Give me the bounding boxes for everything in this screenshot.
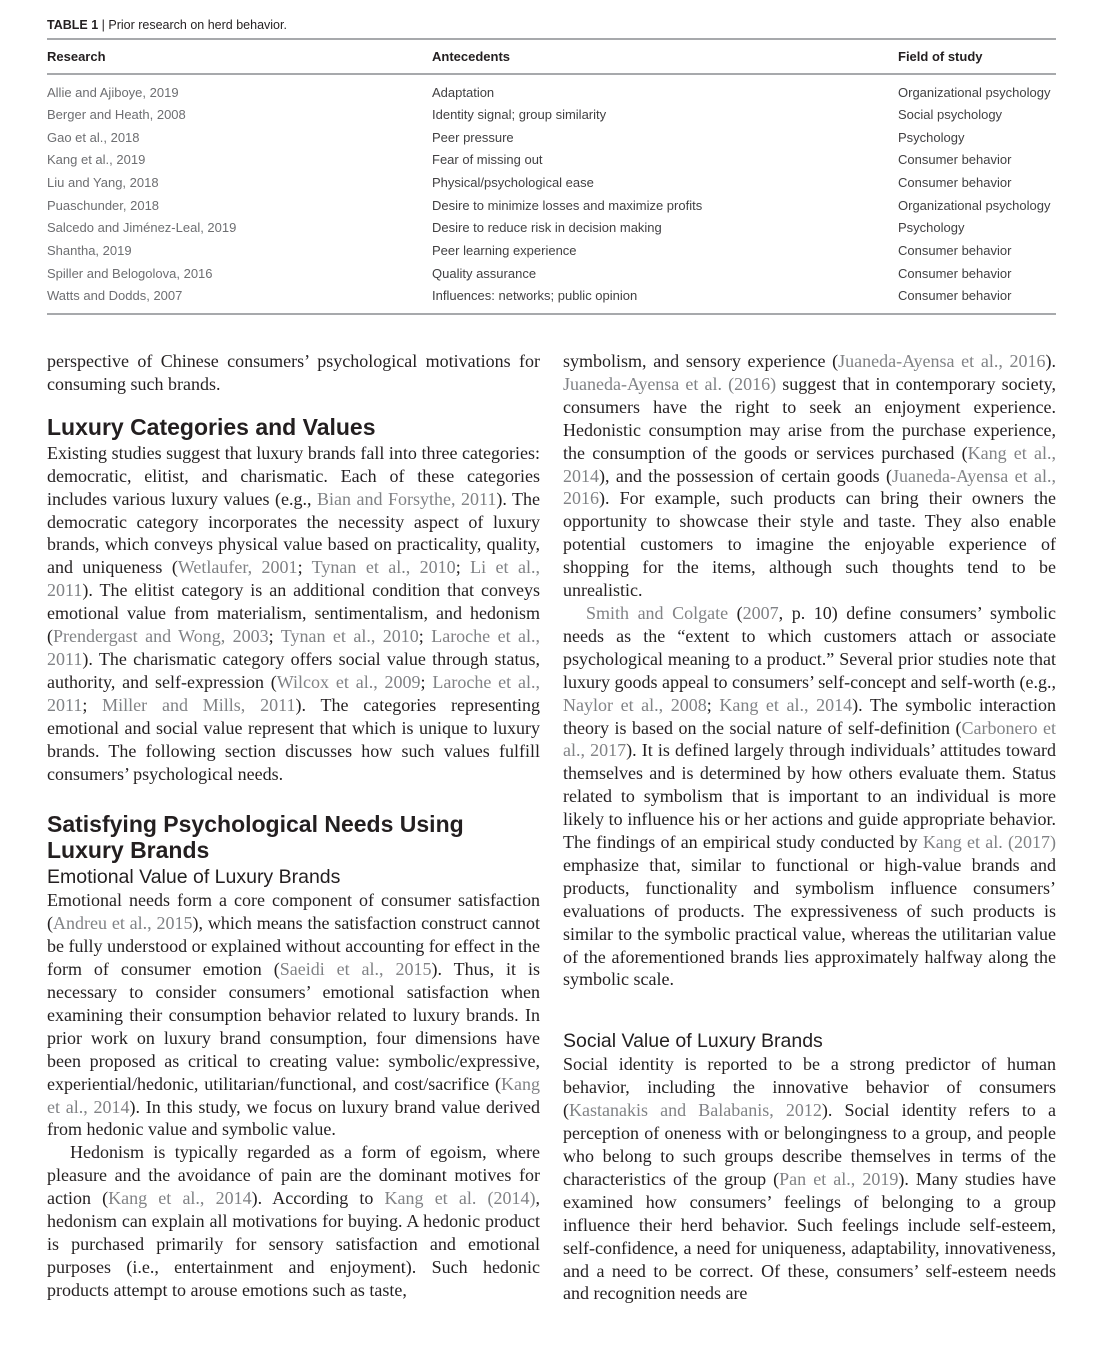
citation-link[interactable]: Tynan et al., 2010 bbox=[280, 626, 419, 647]
citation-link[interactable]: Bian and Forsythe, 2011 bbox=[316, 488, 497, 509]
citation-link[interactable]: Juaneda-Ayensa et al., 2016 bbox=[838, 351, 1046, 371]
cell-antecedents: Fear of missing out bbox=[432, 152, 543, 168]
paragraph-emotional-needs bbox=[47, 889, 540, 1141]
cell-research: Berger and Heath, 2008 bbox=[47, 106, 186, 122]
cell-antecedents: Adaptation bbox=[432, 84, 495, 100]
body-text: ; bbox=[706, 694, 720, 715]
body-text: ). Social identity refers to a perception of oneness with or belongingness to a group, and people who belong to such groups describe themselves in terms of the characteristics of the group ( bbox=[563, 1100, 1057, 1189]
cell-research: Gao et al., 2018 bbox=[47, 129, 140, 145]
paragraph-intro-end: perspective of Chinese consumers’ psychological motivations for consuming such brands. bbox=[47, 351, 540, 394]
cell-antecedents: Desire to reduce risk in decision making bbox=[432, 220, 662, 236]
header-research: Research bbox=[47, 49, 106, 64]
citation-link[interactable]: Saeidi et al., 2015 bbox=[279, 959, 432, 980]
table-row bbox=[47, 74, 1056, 103]
body-text: ( bbox=[728, 602, 743, 623]
cell-research: Salcedo and Jiménez-Leal, 2019 bbox=[47, 220, 237, 236]
citation-link[interactable]: Kang et al., 2014 bbox=[47, 1073, 540, 1117]
citation-link[interactable]: Juaneda-Ayensa et al. (2016) bbox=[563, 373, 777, 394]
citation-link[interactable]: Kang et al. (2017) bbox=[922, 832, 1056, 853]
body-text: , p. 10) define consumers’ symbolic needs as the “extent to which customers attach or associate psychological meaning to a product.” Several prior studies note that luxury goods appeal to consumers’ self-concept and self-worth (e.g., bbox=[563, 602, 1057, 692]
table-row bbox=[47, 239, 1056, 262]
citation-link[interactable]: Kang et al. (2014) bbox=[384, 1188, 536, 1209]
cell-research: Allie and Ajiboye, 2019 bbox=[47, 84, 179, 100]
table-row bbox=[47, 103, 1056, 126]
paragraph-social-identity bbox=[563, 1053, 1056, 1305]
citation-link[interactable]: Wilcox et al., 2009 bbox=[276, 671, 421, 692]
table-row bbox=[47, 194, 1056, 217]
section-heading-luxury-categories: Luxury Categories and Values bbox=[47, 413, 376, 440]
body-text: ). Thus, it is necessary to consider consumers’ emotional satisfaction when examining their consumption behavior related to luxury brands. In prior work on luxury brand consumption, four dimensions have been proposed as critical to creating value: symbolic/expressive, experiential/hedonic, utilitarian/functional, and cost/sacrifice ( bbox=[47, 959, 540, 1094]
citation-link[interactable]: Laroche et al., 2011 bbox=[47, 671, 540, 715]
body-text: ; bbox=[420, 671, 433, 692]
citation-link[interactable]: Kang et al., 2014 bbox=[563, 442, 1057, 486]
cell-research: Shantha, 2019 bbox=[47, 242, 132, 258]
cell-field-of-study: Consumer behavior bbox=[898, 242, 1012, 258]
citation-link[interactable]: Juaneda-Ayensa et al., 2016 bbox=[563, 465, 1056, 509]
cell-research: Spiller and Belogolova, 2016 bbox=[47, 265, 213, 281]
cell-field-of-study: Consumer behavior bbox=[898, 265, 1012, 281]
body-text: Hedonism is typically regarded as a form of egoism, where pleasure and the avoidance of pain are the dominant motives for action ( bbox=[47, 1142, 540, 1209]
body-text: ). Many studies have examined how consumers’ feelings of belonging to a group influence their herd behavior. Such feelings include self-esteem, self-confidence, a need for uniqueness, adaptability, innovativeness, and a need to be correct. Of these, consumers’ self-esteem needs and recognition needs are bbox=[563, 1168, 1056, 1304]
table-caption-separator: | bbox=[98, 18, 109, 32]
table-bottom-rule bbox=[47, 313, 1056, 315]
cell-field-of-study: Organizational psychology bbox=[898, 84, 1051, 100]
herd-behavior-table bbox=[47, 40, 1056, 307]
body-text: ), and the possession of certain goods ( bbox=[599, 465, 892, 486]
cell-antecedents: Physical/psychological ease bbox=[432, 174, 594, 190]
citation-link[interactable]: Smith and Colgate bbox=[586, 602, 729, 623]
cell-field-of-study: Social psychology bbox=[898, 106, 1003, 122]
body-text: ; bbox=[268, 626, 281, 647]
body-text: ). For example, such products can bring their owners the opportunity to showcase their style and taste. They also enable potential customers to imagine the enjoyable experience of shopping for the items, although such thoughts tend to be unrealistic. bbox=[563, 488, 1056, 601]
table-row bbox=[47, 285, 1056, 308]
paragraph-luxury-categories bbox=[47, 442, 540, 786]
header-antecedents: Antecedents bbox=[432, 49, 511, 64]
table-row bbox=[47, 148, 1056, 171]
cell-field-of-study: Psychology bbox=[898, 129, 965, 145]
body-text: ; bbox=[455, 557, 471, 578]
paragraph-sensory-experience bbox=[563, 350, 1056, 602]
citation-link[interactable]: 2007 bbox=[742, 602, 779, 623]
table-row bbox=[47, 126, 1056, 149]
table-caption bbox=[47, 16, 1056, 38]
subsection-heading-emotional-value: Emotional Value of Luxury Brands bbox=[47, 866, 341, 889]
body-text: ), which means the satisfaction construct cannot be fully understood or explained without accounting for effect in the form of consumer emotion ( bbox=[47, 913, 540, 980]
cell-field-of-study: Organizational psychology bbox=[898, 197, 1051, 213]
cell-research: Puaschunder, 2018 bbox=[47, 197, 160, 213]
cell-field-of-study: Consumer behavior bbox=[898, 174, 1012, 190]
citation-link[interactable]: Kang et al., 2014 bbox=[108, 1188, 252, 1209]
citation-link[interactable]: Laroche et al., 2011 bbox=[47, 626, 540, 669]
body-text: ). bbox=[1045, 351, 1056, 371]
citation-link[interactable]: Carbonero et al., 2017 bbox=[563, 717, 1056, 761]
header-field-of-study: Field of study bbox=[898, 49, 983, 64]
body-text: ). The elitist category is an additional condition that conveys emotional value from materialism, sentimentalism, and hedonism ( bbox=[47, 580, 540, 647]
body-text: ). The symbolic interaction theory is based on the social nature of self-definition ( bbox=[563, 694, 1056, 738]
citation-link[interactable]: Miller and Mills, 2011 bbox=[102, 694, 296, 715]
cell-antecedents: Quality assurance bbox=[432, 265, 537, 281]
citation-link[interactable]: Prendergast and Wong, 2003 bbox=[53, 626, 269, 647]
body-text: , hedonism can explain all motivations for buying. A hedonic product is purchased primarily for sensory satisfaction and emotional purposes (i.e., entertainment and enjoyment). Such hedonic products attempt to arouse emotions such as taste, bbox=[47, 1188, 540, 1300]
body-text: ; bbox=[297, 557, 312, 578]
body-text: emphasize that, similar to functional or high-value brands and products, functionality and symbolism influence consumers’ evaluations of products. The expressiveness of such products is similar to the symbolic practical value, whereas the utilitarian value of the aforementioned brands lies approximately halfway along the symbolic scale. bbox=[563, 854, 1056, 990]
section-heading-satisfying-needs: Satisfying Psychological Needs Using Luxury Brands bbox=[47, 811, 464, 864]
body-text: suggest that in contemporary society, consumers have the right to seek an enjoyment experience. Hedonistic consumption may arise from the purchase experience, the consumption of the goods or services purchased ( bbox=[563, 373, 1056, 463]
cell-antecedents: Influences: networks; public opinion bbox=[432, 288, 638, 304]
cell-antecedents: Desire to minimize losses and maximize profits bbox=[432, 197, 703, 213]
citation-link[interactable]: Andreu et al., 2015 bbox=[53, 913, 193, 934]
cell-antecedents: Peer learning experience bbox=[432, 242, 577, 258]
citation-link[interactable]: Li et al., 2011 bbox=[47, 557, 540, 601]
cell-field-of-study: Consumer behavior bbox=[898, 288, 1012, 304]
citation-link[interactable]: Tynan et al., 2010 bbox=[311, 557, 456, 578]
cell-research: Liu and Yang, 2018 bbox=[47, 174, 159, 190]
cell-antecedents: Identity signal; group similarity bbox=[432, 106, 607, 122]
table-caption-label: TABLE 1 bbox=[47, 18, 99, 32]
body-text: Social identity is reported to be a strong predictor of human behavior, including the innovative behavior of consumers ( bbox=[563, 1054, 1056, 1121]
body-text: ). According to bbox=[251, 1188, 385, 1209]
body-text: ; bbox=[82, 694, 103, 715]
body-text: ). In this study, we focus on luxury brand value derived from hedonic value and symbolic value. bbox=[47, 1096, 540, 1140]
citation-link[interactable]: Naylor et al., 2008 bbox=[563, 694, 707, 715]
cell-research: Watts and Dodds, 2007 bbox=[47, 288, 183, 304]
cell-research: Kang et al., 2019 bbox=[47, 152, 146, 168]
body-text: ). The democratic category incorporates the necessity aspect of luxury brands, which conveys physical value based on practicality, quality, and uniqueness ( bbox=[47, 488, 540, 578]
table-header-row bbox=[47, 40, 1056, 74]
table-row bbox=[47, 171, 1056, 194]
table-row bbox=[47, 262, 1056, 285]
paragraph-hedonism bbox=[47, 1141, 540, 1301]
body-text: Emotional needs form a core component of consumer satisfaction ( bbox=[47, 890, 540, 934]
citation-link[interactable]: Wetlaufer, 2001 bbox=[177, 557, 298, 578]
cell-antecedents: Peer pressure bbox=[432, 129, 514, 145]
paragraph-symbolic-needs bbox=[563, 602, 1056, 991]
table-caption-text: Prior research on herd behavior. bbox=[108, 18, 287, 32]
left-column bbox=[47, 350, 540, 1302]
body-text: Existing studies suggest that luxury brands fall into three categories: democratic, elitist, and charismatic. Each of these categories includes various luxury values (e.g., bbox=[47, 442, 540, 509]
cell-field-of-study: Psychology bbox=[898, 220, 965, 236]
body-text: ; bbox=[418, 626, 432, 647]
body-text: symbolism, and sensory experience ( bbox=[563, 351, 839, 371]
table-1 bbox=[47, 16, 1056, 315]
body-text: ). The charismatic category offers social value through status, authority, and self-expression ( bbox=[47, 648, 540, 692]
citation-link[interactable]: Kang et al., 2014 bbox=[719, 694, 853, 715]
table-row bbox=[47, 216, 1056, 239]
subsection-heading-social-value: Social Value of Luxury Brands bbox=[563, 1030, 823, 1053]
citation-link[interactable]: Kastanakis and Balabanis, 2012 bbox=[569, 1100, 822, 1121]
citation-link[interactable]: Pan et al., 2019 bbox=[779, 1168, 899, 1189]
cell-field-of-study: Consumer behavior bbox=[898, 152, 1012, 168]
body-text: ). The categories representing emotional and social value represent that which is unique to luxury brands. The following section discusses how such values fulfill consumers’ psychological needs. bbox=[47, 694, 541, 784]
body-text: ). It is defined largely through individuals’ attitudes toward themselves and is determined by how others evaluate them. Status related to symbolism that is important to an individual is more likely to influence his or her actions and guide appropriate behavior. The findings of an empirical study conducted by bbox=[563, 740, 1056, 853]
right-column bbox=[563, 350, 1056, 1305]
